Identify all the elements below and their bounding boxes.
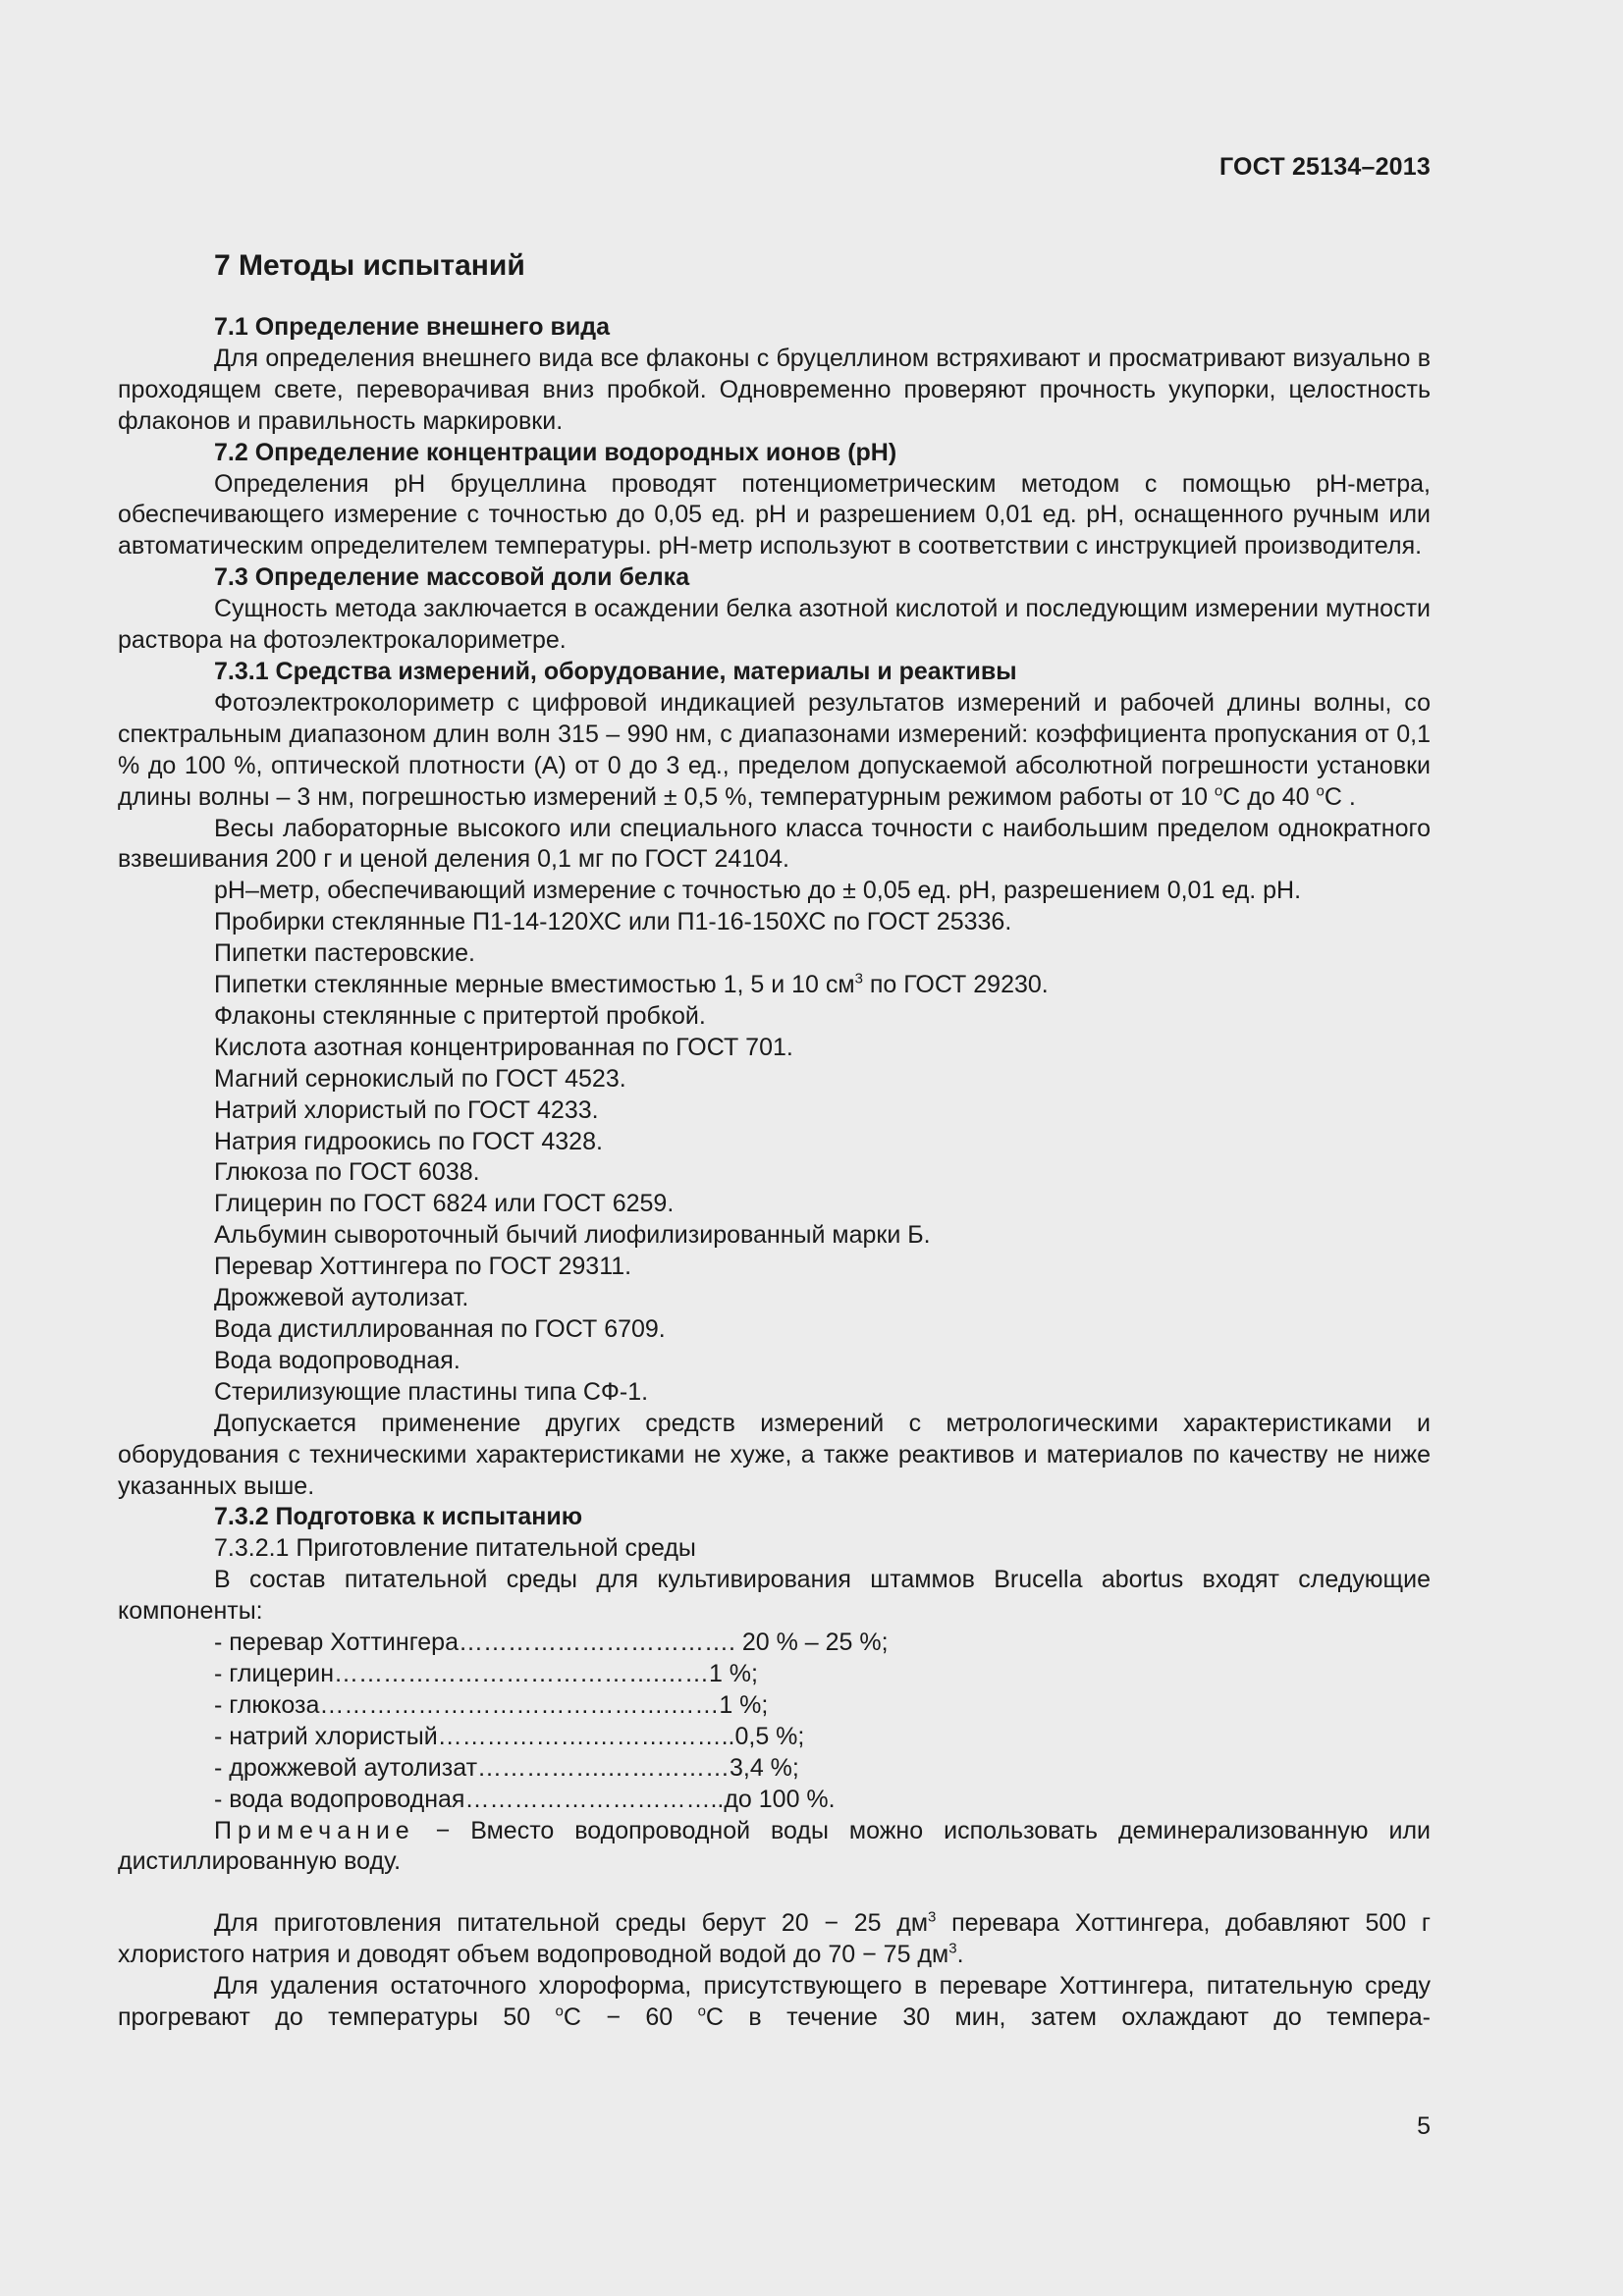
- text-run: Пипетки стеклянные мерные вместимостью 1, 5 и 10 см: [214, 971, 855, 999]
- note-text: − Вместо водопроводной воды можно использовать деминерализованную или дистиллированную воду.: [118, 1816, 1431, 1876]
- list-item-reagent: Глюкоза по ГОСТ 6038.: [214, 1158, 480, 1187]
- subsection-title-7-3-1: 7.3.1 Средства измерений, оборудование, материалы и реактивы: [214, 657, 1017, 685]
- list-item-equipment: Пипетки пастеровские.: [214, 939, 475, 968]
- text-run: Фотоэлектроколориметр с цифровой индикацией результатов измерений и рабочей длины волны, со спектральным диапазоном длин волн 315 – 990 нм, с диапазонами измерений: коэффициента пропускания от 0,1 % до 100 %, оптической плотности (А) от 0 до 3 ед., пределом допускаемой абсолютной погрешности установки длины волны – 3 нм, погрешностью измерений ± 0,5 %, температурным режимом работы от 10: [118, 688, 1431, 811]
- paragraph-chloroform-removal: [118, 1971, 1431, 2034]
- component-line: - дрожжевой аутолизат…………….……………3,4 %;: [214, 1753, 799, 1782]
- list-item-reagent: Стерилизующие пластины типа СФ-1.: [214, 1377, 649, 1406]
- component-line: - натрий хлористый……………….……….……..0,5 %;: [214, 1722, 805, 1750]
- superscript: 3: [854, 970, 863, 988]
- superscript: о: [1214, 782, 1223, 800]
- subsection-title-7-1: 7.1 Определение внешнего вида: [214, 313, 610, 341]
- component-line: - вода водопроводная…………………………..до 100 %.: [214, 1785, 836, 1813]
- list-item-reagent: Магний сернокислый по ГОСТ 4523.: [214, 1064, 626, 1093]
- text-run: С до 40: [1222, 782, 1317, 811]
- page-number: 5: [1417, 2112, 1431, 2140]
- component-line: - перевар Хоттингера……………………………. 20 % – 25 %;: [214, 1629, 889, 1657]
- list-item-reagent: Дрожжевой аутолизат.: [214, 1284, 469, 1312]
- superscript: о: [555, 2002, 564, 2020]
- subsection-title-7-3-2: 7.3.2 Подготовка к испытанию: [214, 1503, 583, 1531]
- list-item-reagent: Кислота азотная концентрированная по ГОСТ 701.: [214, 1033, 793, 1061]
- component-line: - глюкоза…………………………………….……1 %;: [214, 1690, 769, 1719]
- superscript: 3: [948, 1940, 957, 1957]
- paragraph-medium-composition: В состав питательной среды для культивирования штаммов Brucella abortus входят следующие компоненты:: [118, 1566, 1431, 1626]
- list-item-reagent: Глицерин по ГОСТ 6824 или ГОСТ 6259.: [214, 1190, 675, 1218]
- text-run: С в течение 30 мин, затем охлаждают до темпера-: [705, 2003, 1431, 2032]
- text-run: .: [956, 1941, 964, 1969]
- list-item-reagent: Натрия гидроокись по ГОСТ 4328.: [214, 1127, 603, 1155]
- list-item-reagent: Флаконы стеклянные с притертой пробкой.: [214, 1001, 706, 1030]
- list-item-reagent: Натрий хлористый по ГОСТ 4233.: [214, 1095, 599, 1124]
- subsubsection-title-7-3-2-1: 7.3.2.1 Приготовление питательной среды: [214, 1534, 696, 1563]
- list-item-reagent: Альбумин сывороточный бычий лиофилизированный марки Б.: [214, 1221, 931, 1250]
- paragraph-protein: Сущность метода заключается в осаждении белка азотной кислотой и последующим измерении мутности раствора на фотоэлектрокалориметре.: [118, 595, 1431, 655]
- paragraph-preparation: [118, 1908, 1431, 1971]
- text-run: Для приготовления питательной среды берут 20 − 25 дм: [214, 1909, 929, 1938]
- paragraph-photocolorimeter: [118, 688, 1431, 814]
- section-title: 7 Методы испытаний: [214, 249, 525, 282]
- text-run: С − 60: [563, 2003, 698, 2032]
- text-run: перевара Хоттингера, добавляют 500 г хлористого натрия и доводят объем водопроводной водой до 70 − 75 дм: [118, 1909, 1431, 1969]
- component-line: - глицерин………………………………….……1 %;: [214, 1659, 758, 1687]
- list-item-reagent: Вода водопроводная.: [214, 1346, 460, 1374]
- paragraph-scales: Весы лабораторные высокого или специального класса точности с наибольшим пределом однократного взвешивания 200 г и ценой деления 0,1 мг по ГОСТ 24104.: [118, 814, 1431, 874]
- section-body: [118, 312, 1431, 2034]
- subsection-title-7-2: 7.2 Определение концентрации водородных ионов (pH): [214, 438, 897, 466]
- text-run: С .: [1324, 782, 1356, 811]
- paragraph-allowed-substitutes: Допускается применение других средств измерений с метрологическими характеристиками и оборудования с техническими характеристиками не хуже, а также реактивов и материалов по качеству не ниже указанных выше.: [118, 1409, 1431, 1500]
- list-item-equipment: pH–метр, обеспечивающий измерение с точностью до ± 0,05 ед. pH, разрешением 0,01 ед. pH.: [214, 877, 1302, 905]
- note: [118, 1816, 1431, 1879]
- doc-header: ГОСТ 25134–2013: [1219, 153, 1431, 181]
- paragraph-ph: Определения pH бруцеллина проводят потенциометрическим методом с помощью pH-метра, обеспечивающего измерение с точностью до 0,05 ед. pH и разрешением 0,01 ед. pH, оснащенного ручным или автоматическим определителем температуры. pH-метр используют в соответствии с инструкцией производителя.: [118, 469, 1431, 561]
- superscript: о: [1316, 782, 1325, 800]
- list-item-reagent: Перевар Хоттингера по ГОСТ 29311.: [214, 1253, 632, 1281]
- note-label: Примечание: [214, 1816, 415, 1844]
- text-run: Для удаления остаточного хлороформа, присутствующего в переваре Хоттингера, питательную среду прогревают до температуры 50: [118, 1972, 1431, 2032]
- superscript: о: [697, 2002, 706, 2020]
- list-item-equipment: Пробирки стеклянные П1-14-120ХС или П1-16-150ХС по ГОСТ 25336.: [214, 908, 1012, 936]
- text-run: по ГОСТ 29230.: [862, 971, 1049, 999]
- list-item-reagent: Вода дистиллированная по ГОСТ 6709.: [214, 1315, 666, 1343]
- superscript: 3: [928, 1908, 937, 1926]
- subsection-title-7-3: 7.3 Определение массовой доли белка: [214, 563, 690, 592]
- paragraph-appearance: Для определения внешнего вида все флаконы с бруцеллином встряхивают и просматривают визуально в проходящем свете, переворачивая вниз пробкой. Одновременно проверяют прочность укупорки, целостность флаконов и правильность маркировки.: [118, 344, 1431, 435]
- list-item-equipment: [118, 970, 1431, 1001]
